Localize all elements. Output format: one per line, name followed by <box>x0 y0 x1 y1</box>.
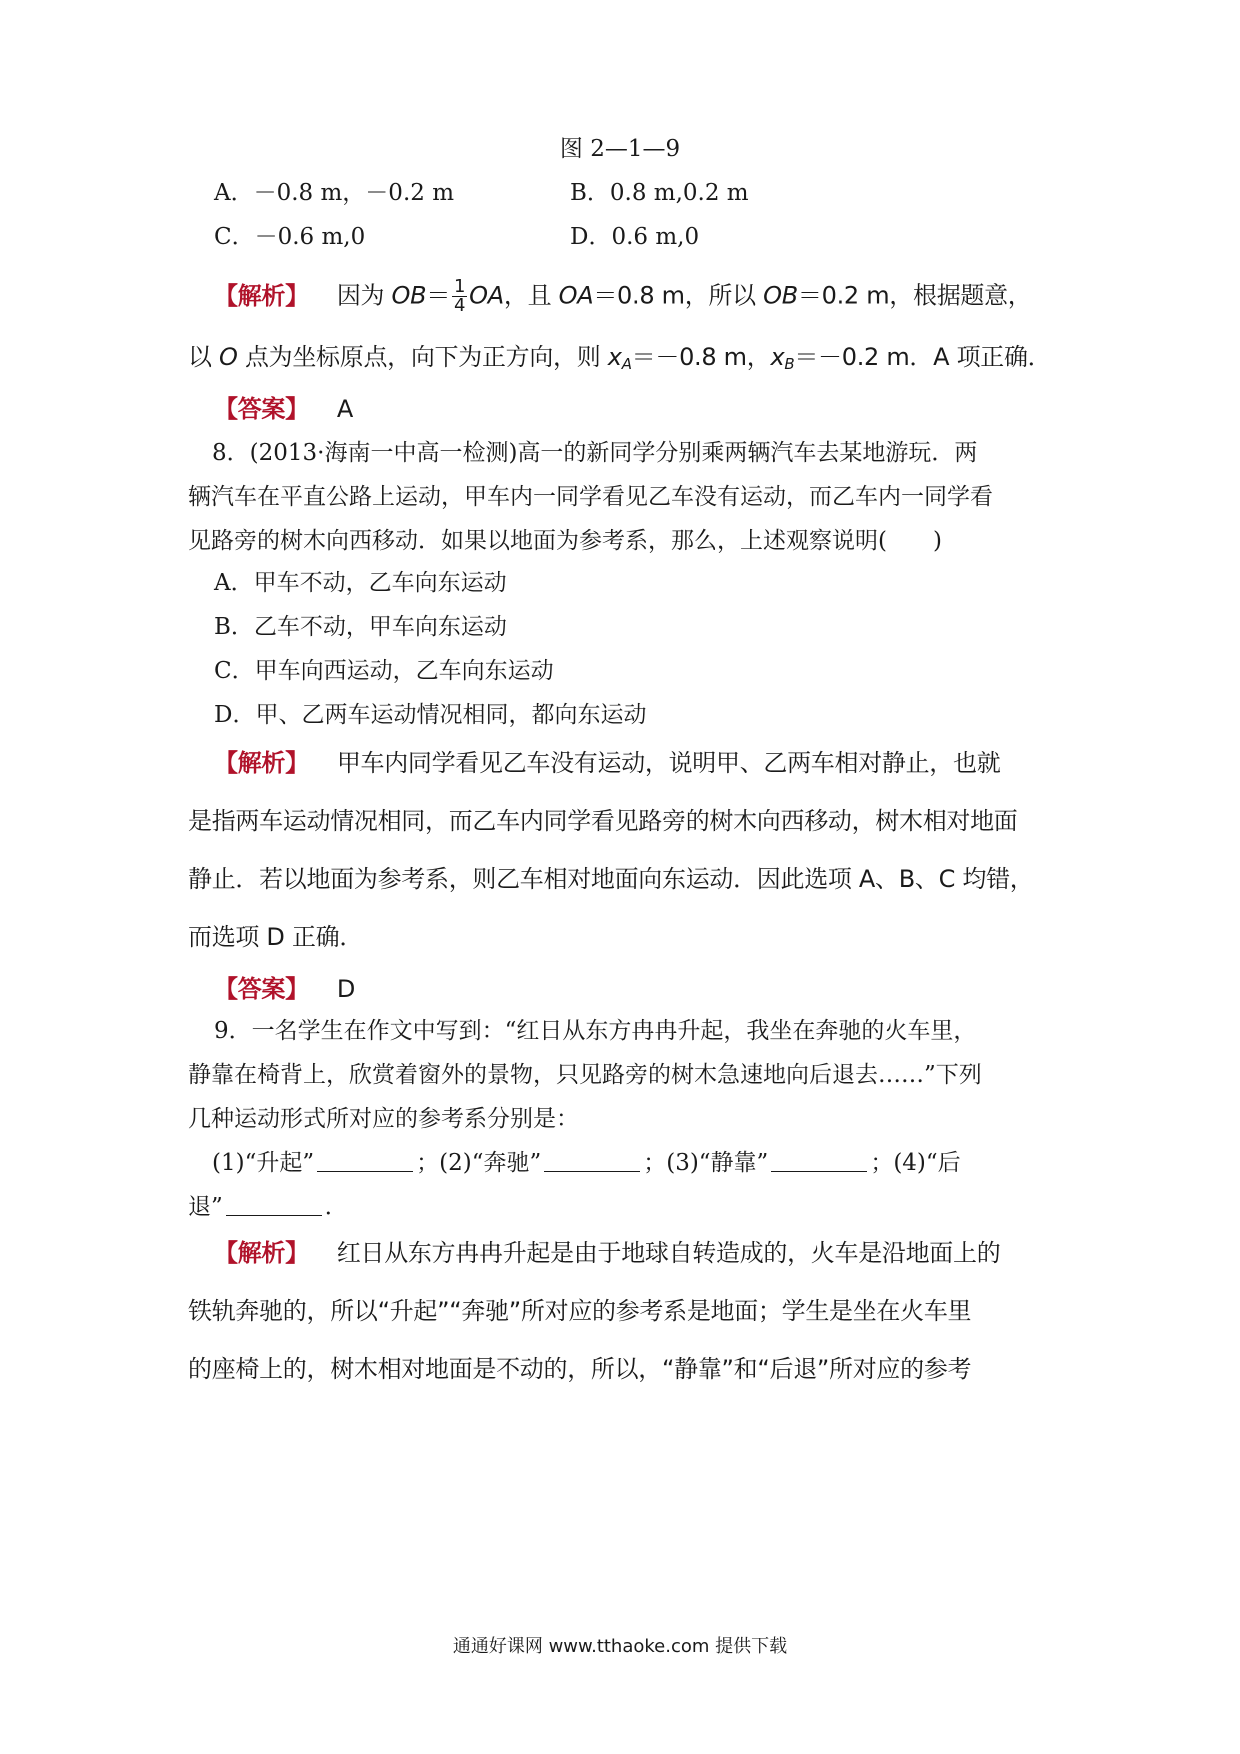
page-footer: 通通好课网 www.tthaoke.com 提供下载 <box>452 1636 788 1657</box>
analysis-tag: 【解析】 <box>214 1239 309 1267</box>
q8-answer <box>214 974 1082 1004</box>
q8-option-a: A．甲车不动，乙车向东运动 <box>214 570 507 596</box>
analysis-tag: 【解析】 <box>214 749 309 777</box>
q8-option-d: D．甲、乙两车运动情况相同，都向东运动 <box>214 702 647 728</box>
q8-analysis-line-1: 【解析】 甲车内同学看见乙车没有运动，说明甲、乙两车相对静止，也就 <box>214 749 1001 777</box>
q9-analysis-line-2: 铁轨奔驰的，所以“升起”“奔驰”所对应的参考系是地面；学生是坐在火车里 <box>188 1297 972 1325</box>
q8-analysis-line-2: 是指两车运动情况相同，而乙车内同学看见路旁的树木向西移动，树木相对地面 <box>188 807 1018 835</box>
q9-analysis-line-1: 【解析】 红日从东方冉冉升起是由于地球自转造成的，火车是沿地面上的 <box>214 1239 1001 1267</box>
q7-option-b: B．0.8 m,0.2 m <box>570 180 749 206</box>
q8-option-b: B．乙车不动，甲车向东运动 <box>214 614 507 640</box>
q8-option-c: C．甲车向西运动，乙车向东运动 <box>214 658 554 684</box>
q9-stem-line-3: 几种运动形式所对应的参考系分别是： <box>188 1106 579 1132</box>
figure-caption: 图 2—1—9 <box>559 136 681 162</box>
q8-analysis-line-3: 静止．若以地面为参考系，则乙车相对地面向东运动．因此选项 A、B、C 均错， <box>188 865 1034 893</box>
fraction-one-quarter: $\frac{1}{4}$ <box>454 276 466 316</box>
analysis-tag: 【解析】 <box>214 281 309 310</box>
q8-stem-line-2: 辆汽车在平直公路上运动，甲车内一同学看见乙车没有运动，而乙车内一同学看 <box>188 484 993 510</box>
q8-answer-value: D <box>336 975 355 1003</box>
q9-analysis-line-3: 的座椅上的，树木相对地面是不动的，所以，“静靠”和“后退”所对应的参考 <box>188 1355 972 1383</box>
q8-stem-line-1: 8．(2013·海南一中高一检测)高一的新同学分别乘两辆汽车去某地游玩．两 <box>212 440 978 466</box>
q7-option-d: D．0.6 m,0 <box>570 224 700 250</box>
q7-answer-value: A <box>336 395 353 423</box>
answer-blank <box>771 1153 867 1172</box>
q7-option-c: C．－0.6 m,0 <box>214 224 366 250</box>
answer-blank <box>226 1197 322 1216</box>
q7-option-a: A．－0.8 m，－0.2 m <box>214 180 455 206</box>
q9-fill-line-2: 退” ． <box>188 1194 348 1220</box>
q9-stem-line-2: 静靠在椅背上，欣赏着窗外的景物，只见路旁的树木急速地向后退去……”下列 <box>188 1062 982 1088</box>
q8-analysis-line-4: 而选项 D 正确． <box>188 923 364 951</box>
q8-stem-line-3: 见路旁的树木向西移动．如果以地面为参考系，那么，上述观察说明( ) <box>188 528 942 554</box>
q7-analysis-line-1: 【解析】 因为 OB＝ $\frac{1}{4}$ OA，且 OA＝0.8 m，所以 OB＝0.2 m，根据题意， <box>214 276 1032 316</box>
q9-fill-line-1: (1)“升起” ；(2)“奔驰” ；(3)“静靠” ；(4)“后 <box>212 1150 961 1176</box>
q9-stem-line-1: 9．一名学生在作文中写到：“红日从东方冉冉升起，我坐在奔驰的火车里， <box>214 1018 977 1044</box>
answer-blank <box>317 1153 413 1172</box>
q7-answer <box>214 394 1082 424</box>
answer-tag: 【答案】 <box>214 395 309 423</box>
answer-tag: 【答案】 <box>214 975 309 1003</box>
answer-blank <box>544 1153 640 1172</box>
q7-analysis-line-2: 以 O 点为坐标原点，向下为正方向，则 $x_A=-0.8$ m，$x_B=-0.2$ m．A 项正确． <box>188 343 1052 373</box>
